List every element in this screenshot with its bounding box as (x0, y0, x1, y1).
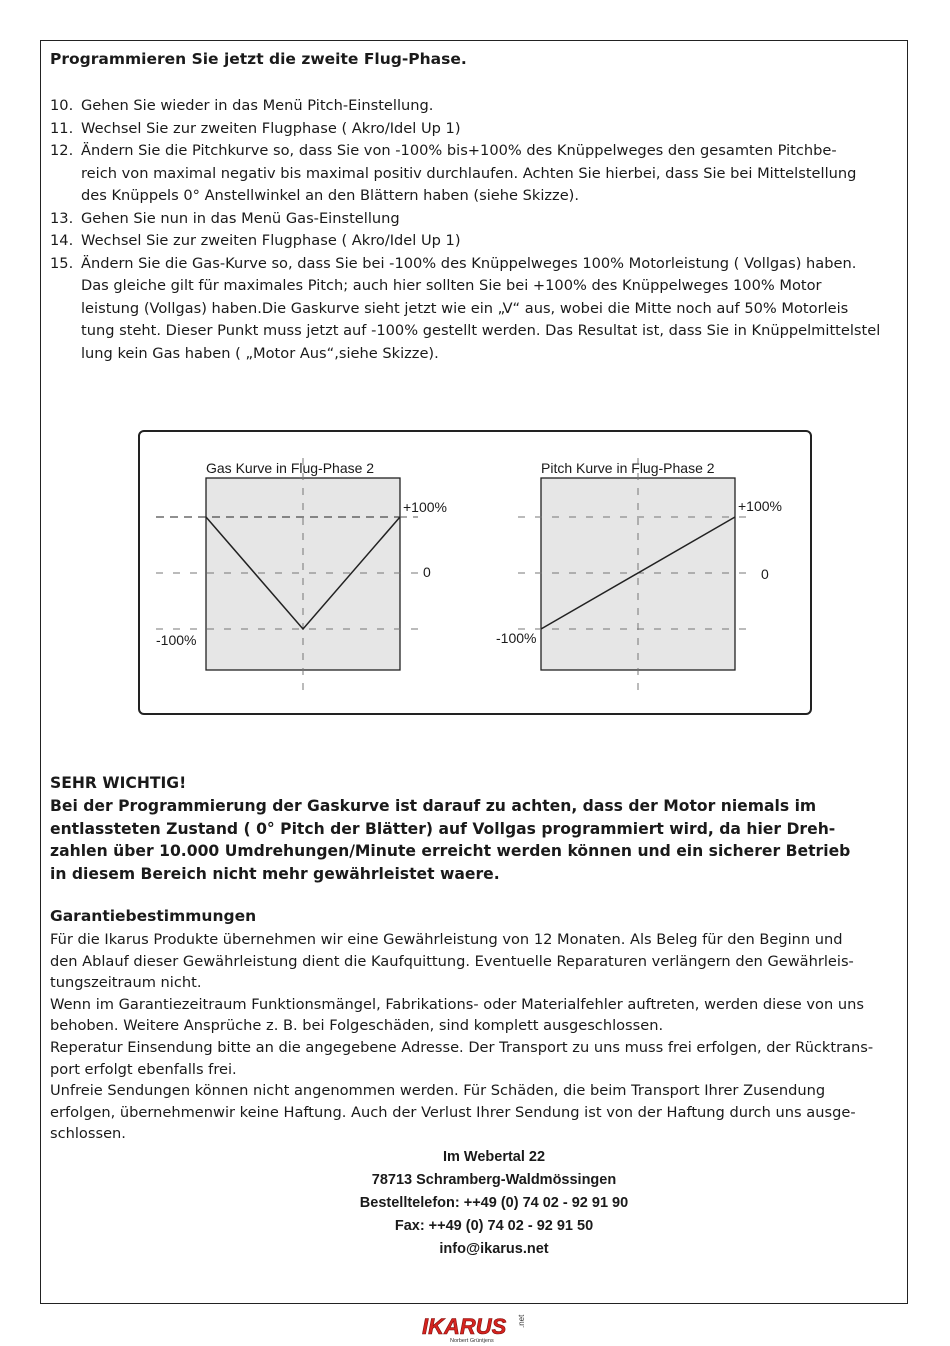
guarantee-line: den Ablauf dieser Gewährleistung dient die Kaufquittung. Eventuelle Reparaturen verlängern den Gewährleis- (50, 952, 854, 970)
step-12 (50, 140, 900, 208)
step-text: des Knüppels 0° Anstellwinkel an den Blättern haben (siehe Skizze). (81, 187, 580, 204)
guarantee-line: Reperatur Einsendung bitte an die angegebene Adresse. Der Transport zu uns muss frei erfolgen, der Rücktrans- (50, 1038, 874, 1056)
step-text: Wechsel Sie zur zweiten Flugphase ( Akro/Idel Up 1) (81, 232, 461, 249)
step-text: tung steht. Dieser Punkt muss jetzt auf -100% gestellt werden. Das Resultat ist, dass Sie in Knüppelmittelstel (81, 322, 881, 339)
company-address (300, 1146, 688, 1261)
ikarus-logo (420, 1312, 540, 1344)
gas-zero-label: 0 (423, 564, 431, 580)
step-13 (50, 208, 900, 231)
step-number: 11. (50, 119, 74, 137)
pitch-curve-panel (496, 458, 782, 694)
address-phone: Bestelltelefon: ++49 (0) 74 02 - 92 91 90 (359, 1195, 629, 1211)
step-text: reich von maximal negativ bis maximal positiv durchlaufen. Achten Sie hierbei, dass Sie bei Mittelstellung (81, 164, 857, 182)
step-number: 12. (50, 142, 74, 159)
guarantee-line: schlossen. (50, 1125, 126, 1143)
pitch-curve-title: Pitch Kurve in Flug-Phase 2 (541, 460, 715, 476)
step-text: Das gleiche gilt für maximales Pitch; auch hier sollten Sie bei +100% des Knüppelweges 100% Motor (81, 277, 822, 294)
curve-diagram (138, 430, 812, 715)
section-heading: Programmieren Sie jetzt die zweite Flug-Phase. (50, 50, 467, 68)
guarantee-line: behoben. Weitere Ansprüche z. B. bei Folgeschäden, sind komplett ausgeschlossen. (50, 1017, 664, 1035)
step-text: Ändern Sie die Gas-Kurve so, dass Sie bei -100% des Knüppelweges 100% Motorleistung ( Vollgas) haben. (81, 254, 857, 272)
address-street: Im Webertal 22 (442, 1149, 546, 1165)
address-fax: Fax: ++49 (0) 74 02 - 92 91 50 (394, 1218, 594, 1234)
logo-suffix: .net (517, 1314, 526, 1328)
gas-plus-label: +100% (403, 499, 447, 515)
warning-line: Bei der Programmierung der Gaskurve ist darauf zu achten, dass der Motor niemals im (50, 796, 817, 815)
guarantee-line: Unfreie Sendungen können nicht angenommen werden. Für Schäden, die beim Transport Ihrer Zusendung (50, 1082, 826, 1100)
step-number: 15. (50, 254, 74, 272)
logo-brand: IKARUS (422, 1314, 507, 1339)
step-number: 10. (50, 97, 74, 114)
guarantee-line: Wenn im Garantiezeitraum Funktionsmängel, Fabrikations- oder Materialfehler auftreten, werden diese von uns (50, 995, 864, 1013)
warning-title: SEHR WICHTIG! (50, 774, 187, 792)
step-text: leistung (Vollgas) haben.Die Gaskurve sieht jetzt wie ein „V“ aus, wobei die Mitte noch auf 50% Motorleis (81, 299, 849, 317)
guarantee-title: Garantiebestimmungen (50, 907, 257, 925)
guarantee-line: Für die Ikarus Produkte übernehmen wir eine Gewährleistung von 12 Monaten. Als Beleg für den Beginn und (50, 931, 843, 948)
step-10 (50, 95, 900, 118)
pitch-plus-label: +100% (738, 498, 782, 514)
step-number: 14. (50, 232, 74, 249)
step-15 (50, 253, 900, 366)
instruction-list (50, 95, 900, 365)
important-warning (50, 772, 910, 886)
step-14 (50, 230, 900, 253)
guarantee-text (50, 929, 910, 1145)
pitch-zero-label: 0 (761, 566, 769, 582)
logo-tagline: Norbert Grüntjens (450, 1338, 494, 1344)
step-number: 13. (50, 209, 74, 227)
address-email: info@ikarus.net (439, 1241, 549, 1257)
step-text: Gehen Sie nun in das Menü Gas-Einstellung (81, 209, 400, 227)
step-text: Wechsel Sie zur zweiten Flugphase ( Akro/Idel Up 1) (81, 119, 461, 137)
warning-line: entlassteten Zustand ( 0° Pitch der Blätter) auf Vollgas programmiert wird, da hier Dreh- (50, 819, 836, 838)
gas-curve-panel (156, 458, 447, 694)
guarantee-line: port erfolgt ebenfalls frei. (50, 1060, 237, 1078)
gas-minus-label: -100% (156, 632, 197, 648)
step-text: lung kein Gas haben ( „Motor Aus“,siehe Skizze). (81, 344, 439, 362)
guarantee-line: tungszeitraum nicht. (50, 974, 202, 992)
gas-curve-title: Gas Kurve in Flug-Phase 2 (206, 460, 375, 476)
step-text: Gehen Sie wieder in das Menü Pitch-Einstellung. (81, 97, 434, 114)
address-city: 78713 Schramberg-Waldmössingen (371, 1172, 617, 1188)
warning-line: in diesem Bereich nicht mehr gewährleistet waere. (50, 865, 500, 884)
warning-line: zahlen über 10.000 Umdrehungen/Minute erreicht werden können und ein sicherer Betrieb (50, 842, 851, 861)
step-text: Ändern Sie die Pitchkurve so, dass Sie von -100% bis+100% des Knüppelweges den gesamten Pitchbe- (81, 142, 837, 159)
pitch-minus-label: -100% (496, 630, 537, 646)
step-11 (50, 118, 900, 141)
guarantee-line: erfolgen, übernehmenwir keine Haftung. Auch der Verlust Ihrer Sendung ist von der Haftung durch uns ausge- (50, 1103, 856, 1121)
